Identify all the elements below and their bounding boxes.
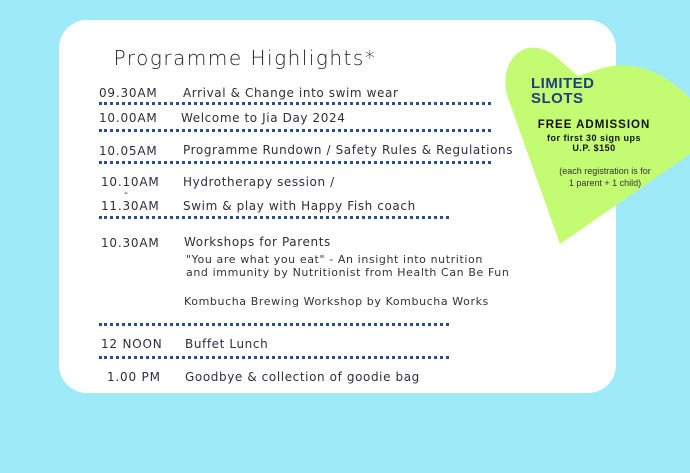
limited-text: LIMITED (531, 75, 595, 92)
schedule-desc: Programme Rundown / Safety Rules & Regulations (183, 143, 514, 157)
signup-details (524, 133, 664, 153)
divider (99, 323, 449, 326)
workshop-detail: and immunity by Nutritionist from Health Can Be Fun (186, 266, 510, 279)
signup-count: for first 30 sign ups (546, 133, 641, 143)
free-admission: FREE ADMISSION (537, 119, 651, 131)
schedule-desc: Arrival & Change into swim wear (183, 86, 399, 100)
workshop-detail: "You are what you eat" - An insight into nutrition (186, 253, 483, 266)
schedule-time: 10.10AM (101, 175, 160, 189)
schedule-time: 12 NOON (101, 337, 163, 351)
divider (99, 356, 449, 359)
schedule-time: 10.30AM (101, 236, 160, 250)
schedule-time: 11.30AM (101, 199, 160, 213)
usual-price: U.P. $150 (572, 143, 616, 153)
note-line: 1 parent + 1 child) (568, 178, 642, 188)
divider (99, 161, 491, 164)
schedule-desc: Goodbye & collection of goodie bag (185, 370, 420, 384)
divider (99, 102, 491, 105)
schedule-desc: Welcome to Jia Day 2024 (181, 111, 346, 125)
limited-slots-heading (531, 76, 595, 106)
schedule-time: 09.30AM (99, 86, 158, 100)
divider (99, 129, 491, 132)
schedule-desc: Swim & play with Happy Fish coach (183, 199, 416, 213)
time-range-dash: - (124, 186, 128, 199)
page-title: Programme Highlights* (113, 46, 377, 70)
note-line: (each registration is for (559, 166, 651, 176)
schedule-time: 1.00 PM (107, 370, 161, 384)
schedule-desc: Buffet Lunch (185, 337, 269, 351)
schedule-desc: Workshops for Parents (184, 235, 331, 249)
slots-text: SLOTS (531, 90, 584, 107)
schedule-time: 10.00AM (99, 111, 158, 125)
schedule-time: 10.05AM (99, 144, 158, 158)
workshop-detail: Kombucha Brewing Workshop by Kombucha Works (184, 295, 489, 308)
registration-note (540, 165, 670, 189)
schedule-desc: Hydrotherapy session / (183, 175, 335, 189)
divider (99, 216, 449, 219)
